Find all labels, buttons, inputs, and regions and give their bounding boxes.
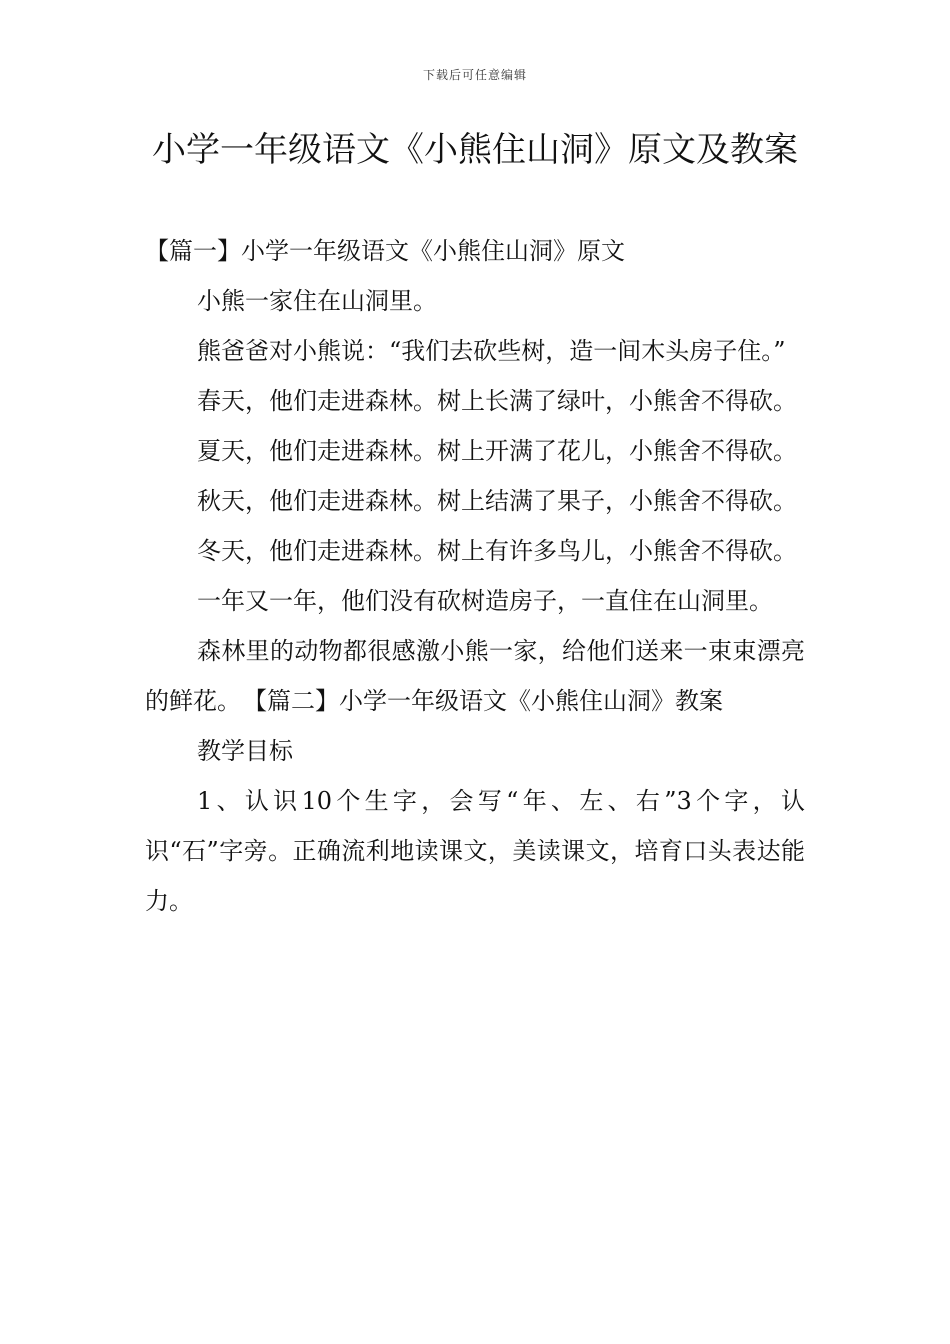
header-note: 下载后可任意编辑	[422, 68, 527, 82]
paragraph-with-inline-heading	[145, 626, 805, 726]
paragraph: 小熊一家住在山洞里。	[197, 287, 437, 315]
paragraph: 森林里的动物都很感激小熊一家，给他们送来一束束漂亮的鲜花。	[145, 637, 805, 715]
goals-heading: 教学目标	[197, 737, 293, 765]
paragraph: 一年又一年，他们没有砍树造房子，一直住在山洞里。	[197, 587, 773, 615]
paragraph: 夏天，他们走进森林。树上开满了花儿，小熊舍不得砍。	[197, 437, 797, 465]
document-title: 小学一年级语文《小熊住山洞》原文及教案	[152, 130, 798, 170]
paragraph: 冬天，他们走进森林。树上有许多鸟儿，小熊舍不得砍。	[197, 537, 797, 565]
paragraph: 熊爸爸对小熊说：“我们去砍些树，造一间木头房子住。”	[197, 337, 786, 365]
document-body	[145, 226, 805, 926]
paragraph: 秋天，他们走进森林。树上结满了果子，小熊舍不得砍。	[197, 487, 797, 515]
section-heading-original-text: 【篇一】小学一年级语文《小熊住山洞》原文	[145, 237, 625, 265]
paragraph: 春天，他们走进森林。树上长满了绿叶，小熊舍不得砍。	[197, 387, 797, 415]
section-heading-lesson-plan: 【篇二】小学一年级语文《小熊住山洞》教案	[255, 687, 723, 715]
goal-item: 1、认识10个生字，会写“年、左、右”3个字，认识“石”字旁。正确流利地读课文，美读课文，培育口头表达能力。	[145, 787, 805, 915]
